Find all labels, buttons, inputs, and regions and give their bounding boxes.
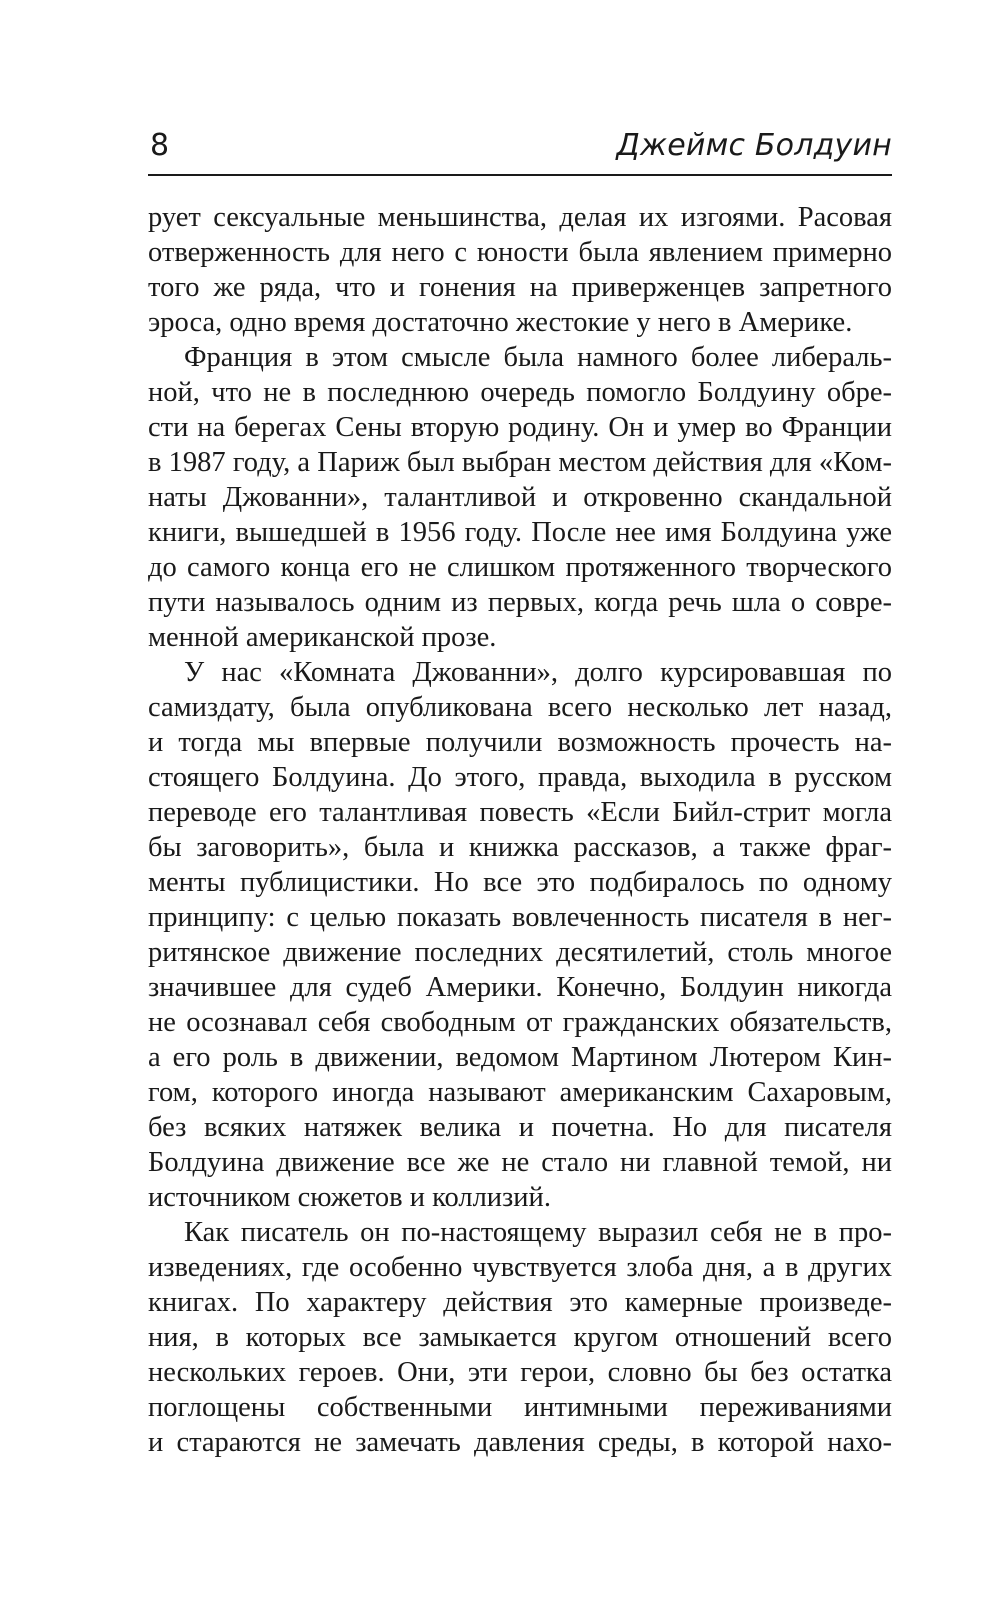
text-line: самиздату, была опубликована всего несколько лет назад, xyxy=(148,692,892,723)
text-line: ной, что не в последнюю очередь помогло Болдуину обре- xyxy=(148,377,892,408)
text-line: нескольких героев. Они, эти герои, словно бы без остатка xyxy=(148,1357,892,1388)
text-line: принципу: с целью показать вовлеченность писателя в нег- xyxy=(148,902,892,933)
text-line: переводе его талантливая повесть «Если Бийл-стрит могла xyxy=(148,797,892,828)
text-line: отверженность для него с юности была явлением примерно xyxy=(148,237,892,268)
text-line: а его роль в движении, ведомом Мартином Лютером Кин- xyxy=(148,1042,892,1073)
text-line: источником сюжетов и коллизий. xyxy=(148,1182,551,1213)
text-line: до самого конца его не слишком протяженного творческого xyxy=(148,552,892,583)
text-line: эроса, одно время достаточно жестокие у него в Америке. xyxy=(148,307,853,338)
text-line: не осознавал себя свободным от гражданских обязательств, xyxy=(148,1007,892,1038)
text-line: и тогда мы впервые получили возможность прочесть на- xyxy=(148,727,892,758)
paragraph xyxy=(148,340,892,655)
paragraph xyxy=(148,655,892,1215)
page-number: 8 xyxy=(150,128,170,163)
text-line: Как писатель он по-настоящему выразил себя не в про- xyxy=(184,1217,892,1248)
text-line: стоящего Болдуина. До этого, правда, выходила в русском xyxy=(148,762,892,793)
text-line: пути называлось одним из первых, когда речь шла о совре- xyxy=(148,587,892,618)
text-line: книги, вышедшей в 1956 году. После нее имя Болдуина уже xyxy=(148,517,892,548)
text-line: Франция в этом смысле была намного более либераль- xyxy=(184,342,892,373)
text-line: гом, которого иногда называют американским Сахаровым, xyxy=(148,1077,892,1108)
text-line: Болдуина движение все же не стало ни главной темой, ни xyxy=(148,1147,892,1178)
text-line: и стараются не замечать давления среды, в которой нахо- xyxy=(148,1427,892,1458)
text-line: бы заговорить», была и книжка рассказов, а также фраг- xyxy=(148,832,892,863)
text-line: наты Джованни», талантливой и откровенно скандальной xyxy=(148,482,892,513)
body-text xyxy=(148,200,892,1460)
text-line: У нас «Комната Джованни», долго курсировавшая по xyxy=(184,657,892,688)
paragraph xyxy=(148,200,892,340)
text-line: рует сексуальные меньшинства, делая их изгоями. Расовая xyxy=(148,202,892,233)
text-line: значившее для судеб Америки. Конечно, Болдуин никогда xyxy=(148,972,892,1003)
running-head xyxy=(148,120,892,176)
text-line: того же ряда, что и гонения на приверженцев запретного xyxy=(148,272,892,303)
text-line: без всяких натяжек велика и почетна. Но для писателя xyxy=(148,1112,892,1143)
text-line: ния, в которых все замыкается кругом отношений всего xyxy=(148,1322,892,1353)
text-line: сти на берегах Сены вторую родину. Он и умер во Франции xyxy=(148,412,892,443)
running-title: Джеймс Болдуин xyxy=(616,128,892,163)
text-line: книгах. По характеру действия это камерные произведе- xyxy=(148,1287,892,1318)
text-line: ритянское движение последних десятилетий, столь многое xyxy=(148,937,892,968)
text-line: менной американской прозе. xyxy=(148,622,497,653)
text-line: изведениях, где особенно чувствуется злоба дня, а в других xyxy=(148,1252,892,1283)
text-line: менты публицистики. Но все это подбиралось по одному xyxy=(148,867,892,898)
text-line: в 1987 году, а Париж был выбран местом действия для «Ком- xyxy=(148,447,892,478)
text-line: поглощены собственными интимными переживаниями xyxy=(148,1392,892,1423)
paragraph xyxy=(148,1215,892,1460)
